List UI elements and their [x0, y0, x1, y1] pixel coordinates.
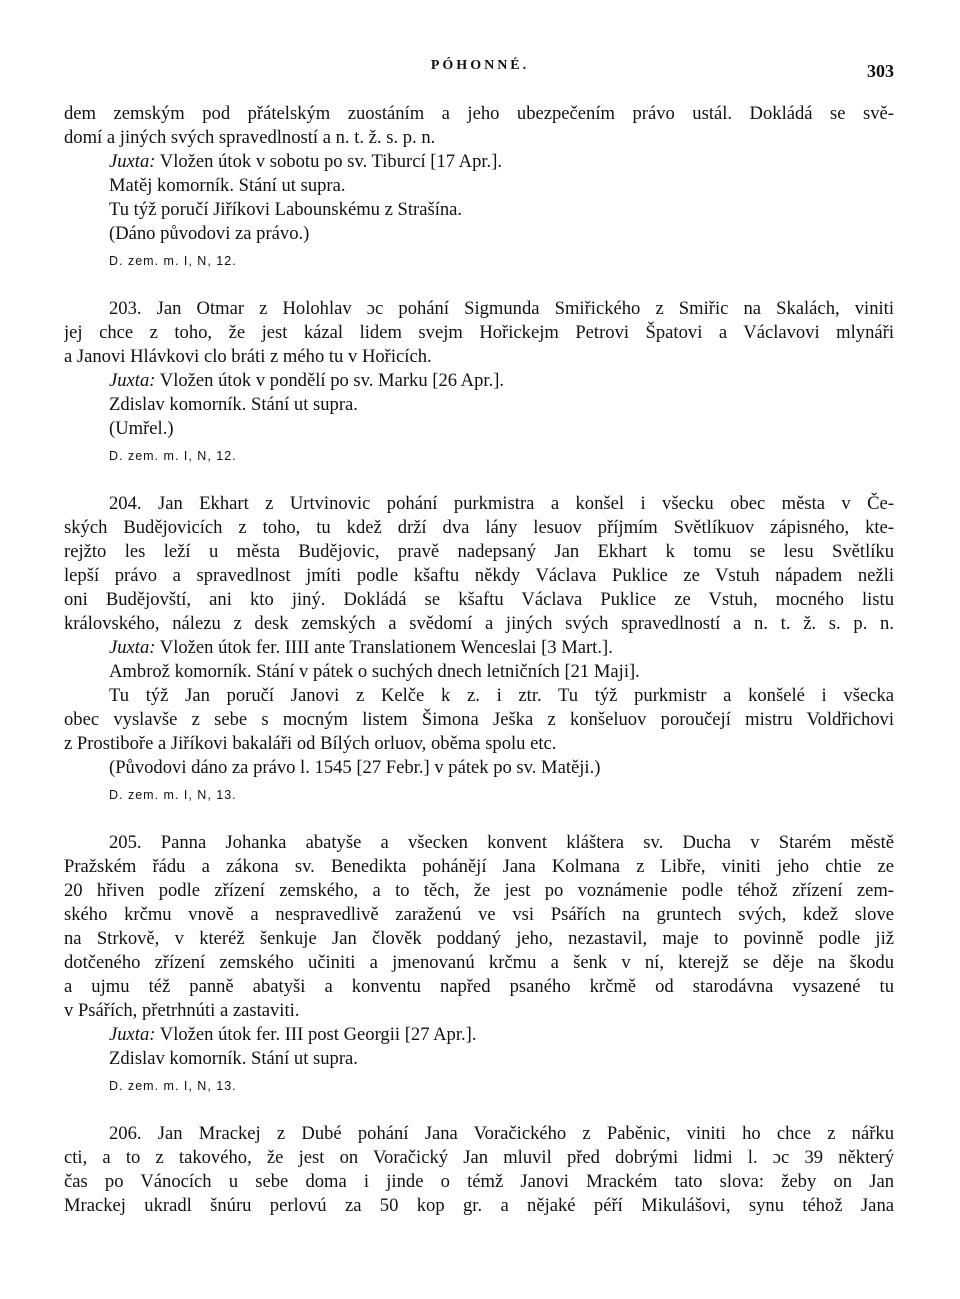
- entry-203: [64, 297, 894, 492]
- text-line: [64, 1170, 894, 1194]
- source-reference: D. zem. m. I, N, 12.: [109, 449, 237, 463]
- document-body: [64, 102, 894, 1218]
- line-text: 206. Jan Mrackej z Dubé pohání Jana Voračického z Paběnic, viniti ho chce z nářku: [109, 1123, 894, 1144]
- source-reference: D. zem. m. I, N, 12.: [109, 254, 237, 268]
- line-text: královského, nálezu z desk zemských a svědomí a jiných svých spravedlností a n. t. ž. s. p. n.: [64, 613, 894, 634]
- line-text: Mrackej ukradl šnúru perlovú za 50 kop gr. a nějaké péří Mikulášovi, synu téhož Jana: [64, 1195, 894, 1216]
- line-text: Ambrož komorník. Stání v pátek o suchých dnech letničních [21 Maji].: [109, 661, 640, 682]
- entry-205: [64, 831, 894, 1122]
- line-text: Pražském řádu a zákona sv. Benedikta pohánějí Jana Kolmana z Libře, viniti jeho chtie ze: [64, 856, 894, 877]
- source-reference: D. zem. m. I, N, 13.: [109, 1079, 237, 1093]
- source-reference: D. zem. m. I, N, 13.: [109, 788, 237, 802]
- text-line: [64, 102, 894, 126]
- line-text: oni Budějovští, ani kto jiný. Dokládá se kšaftu Václava Puklice ze Vstuh, mocného listu: [64, 589, 894, 610]
- text-line: [64, 345, 894, 369]
- line-text: (Dáno původovi za právo.): [109, 223, 310, 244]
- line-text: (Umřel.): [109, 418, 174, 439]
- line-text: dotčeného zřízení zemského učiniti a jmenovanú krčmu a šenk v ní, kterejž se děje na škodu: [64, 952, 894, 973]
- text-line: [64, 975, 894, 999]
- line-text: Zdislav komorník. Stání ut supra.: [109, 1048, 358, 1069]
- juxta-label: Juxta:: [109, 637, 156, 658]
- text-line: [64, 150, 894, 174]
- entry-gap: [64, 804, 894, 831]
- text-line: [64, 198, 894, 222]
- line-text: 205. Panna Johanka abatyše a všecken konvent kláštera sv. Ducha v Starém městě: [109, 832, 894, 853]
- line-text: domí a jiných svých spravedlností a n. t. ž. s. p. n.: [64, 127, 436, 148]
- text-line: [64, 1047, 894, 1071]
- text-line: [64, 903, 894, 927]
- text-line: [64, 417, 894, 441]
- text-line: [64, 660, 894, 684]
- entry-204: [64, 492, 894, 831]
- line-text: Vložen útok v pondělí po sv. Marku [26 Apr.].: [159, 370, 505, 391]
- text-line: [64, 1146, 894, 1170]
- line-text: Vložen útok v sobotu po sv. Tiburcí [17 Apr.].: [159, 151, 503, 172]
- entry-cont: [64, 102, 894, 297]
- line-text: jej chce z toho, že jest kázal lidem svejm Hořickejm Petrovi Špatovi a Václavovi mlynáři: [64, 322, 894, 343]
- text-line: [64, 831, 894, 855]
- text-line: [64, 708, 894, 732]
- line-text: Vložen útok fer. III post Georgii [27 Apr.].: [159, 1024, 477, 1045]
- text-line: [64, 1023, 894, 1047]
- line-text: Zdislav komorník. Stání ut supra.: [109, 394, 358, 415]
- line-text: dem zemským pod přátelským zuostáním a jeho ubezpečením právo ustál. Dokládá se svě-: [64, 103, 894, 124]
- line-text: (Původovi dáno za právo l. 1545 [27 Febr.] v pátek po sv. Matěji.): [109, 757, 601, 778]
- running-title: PÓHONNÉ.: [430, 58, 530, 73]
- text-line: [64, 756, 894, 780]
- entry-gap: [64, 1095, 894, 1122]
- line-text: rejžto les leží u města Budějovic, pravě nadepsaný Jan Ekhart k tomu se lesu Světlíku: [64, 541, 894, 562]
- line-text: v Psářích, přetrhnúti a zastaviti.: [64, 1000, 300, 1021]
- line-text: a Janovi Hlávkovi clo bráti z mého tu v Hořicích.: [64, 346, 432, 367]
- text-line: [64, 222, 894, 246]
- text-line: [64, 492, 894, 516]
- line-text: lepší právo a spravedlnost jmíti podle kšaftu někdy Václava Puklice ze Vstuh nápadem nežli: [64, 565, 894, 586]
- juxta-label: Juxta:: [109, 1024, 156, 1045]
- entry-206: [64, 1122, 894, 1218]
- line-text: Matěj komorník. Stání ut supra.: [109, 175, 346, 196]
- text-line: [64, 297, 894, 321]
- line-text: ského krčmu vnově a nespravedlivě zaraženú ve vsi Psářích na gruntech svých, kdež slove: [64, 904, 894, 925]
- text-line: [64, 540, 894, 564]
- line-text: 203. Jan Otmar z Holohlav ɔc pohání Sigmunda Smiřického z Smiřic na Skalách, viniti: [109, 298, 894, 319]
- text-line: [64, 855, 894, 879]
- entry-gap: [64, 465, 894, 492]
- text-line: [64, 564, 894, 588]
- text-line: [64, 999, 894, 1023]
- line-text: Vložen útok fer. IIII ante Translationem Wenceslai [3 Mart.].: [159, 637, 613, 658]
- text-line: [64, 1122, 894, 1146]
- text-line: [64, 684, 894, 708]
- page-header: [0, 58, 960, 84]
- text-line: [64, 369, 894, 393]
- line-text: čas po Vánocích u sebe doma i jinde o témž Janovi Mrackém tato slova: žeby on Jan: [64, 1171, 894, 1192]
- page-number: 303: [867, 61, 894, 81]
- juxta-label: Juxta:: [109, 151, 156, 172]
- text-line: [64, 879, 894, 903]
- line-text: 20 hřiven podle zřízení zemského, a to těch, že jest po voznámenie podle téhož zřízení zem-: [64, 880, 894, 901]
- text-line: [64, 732, 894, 756]
- juxta-label: Juxta:: [109, 370, 156, 391]
- text-line: [64, 126, 894, 150]
- entry-gap: [64, 270, 894, 297]
- text-line: [64, 636, 894, 660]
- line-text: na Strkově, v kteréž šenkuje Jan člověk poddaný jeho, nezastavil, maje to povinně podle již: [64, 928, 894, 949]
- line-text: Tu týž poručí Jiříkovi Labounskému z Strašína.: [109, 199, 463, 220]
- text-line: [64, 612, 894, 636]
- text-line: [64, 321, 894, 345]
- line-text: Tu týž Jan poručí Janovi z Kelče k z. i ztr. Tu týž purkmistr a konšelé i všecka: [109, 685, 894, 706]
- line-text: cti, a to z takového, že jest on Voračický Jan mluvil před dobrými lidmi l. ɔc 39 některý: [64, 1147, 894, 1168]
- line-text: 204. Jan Ekhart z Urtvinovic pohání purkmistra a konšel i všecku obec města v Če-: [109, 493, 894, 514]
- text-line: [64, 516, 894, 540]
- line-text: ských Budějovicích z toho, tu kdež drží dva lány lesuov příjmím Světlíkuov zápisného, kte-: [64, 517, 894, 538]
- text-line: [64, 951, 894, 975]
- text-line: [64, 1194, 894, 1218]
- line-text: z Prostiboře a Jiříkovi bakaláři od Bílých orluov, oběma spolu etc.: [64, 733, 557, 754]
- line-text: obec vyslavše z sebe s mocným listem Šimona Ješka z konšeluov poroučejí mistru Voldřichovi: [64, 709, 894, 730]
- text-line: [64, 588, 894, 612]
- text-line: [64, 393, 894, 417]
- text-line: [64, 927, 894, 951]
- text-line: [64, 174, 894, 198]
- line-text: a ujmu též panně abatyši a konventu napřed psaného krčmě od starodávna vysazené tu: [64, 976, 894, 997]
